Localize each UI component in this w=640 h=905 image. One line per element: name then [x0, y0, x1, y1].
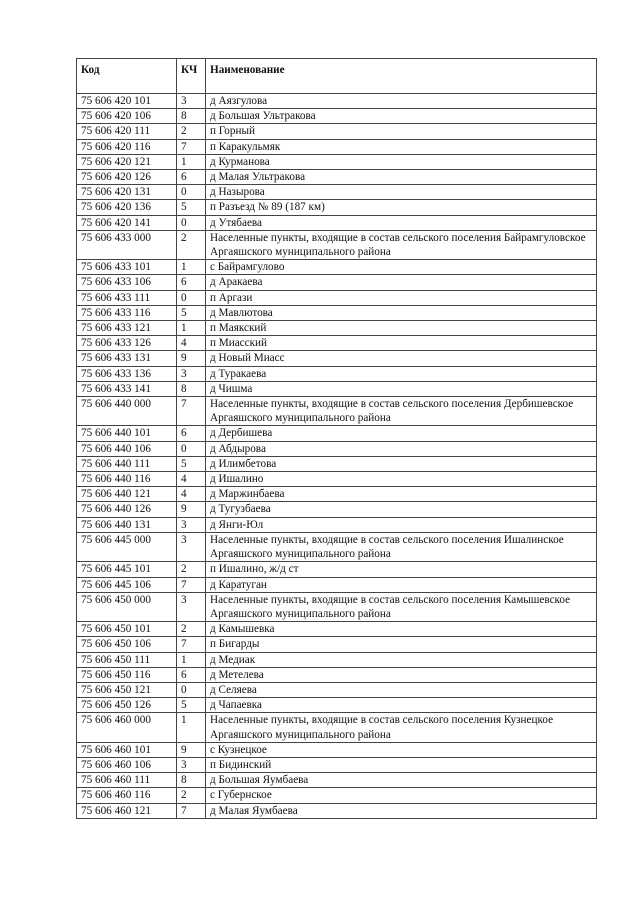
cell-code: 75 606 440 000 — [77, 397, 177, 426]
header-code: Код — [77, 59, 177, 94]
cell-kch: 0 — [177, 185, 206, 200]
cell-code: 75 606 450 126 — [77, 698, 177, 713]
cell-kch: 0 — [177, 682, 206, 697]
table-row — [77, 456, 597, 471]
cell-name: п Разъезд № 89 (187 км) — [206, 200, 597, 215]
cell-name: п Бигарды — [206, 637, 597, 652]
table-row — [77, 397, 597, 426]
cell-kch: 1 — [177, 652, 206, 667]
cell-kch: 2 — [177, 562, 206, 577]
table-header-row — [77, 59, 597, 94]
cell-kch: 8 — [177, 381, 206, 396]
cell-code: 75 606 433 101 — [77, 260, 177, 275]
cell-code: 75 606 420 106 — [77, 109, 177, 124]
cell-code: 75 606 420 126 — [77, 170, 177, 185]
cell-kch: 8 — [177, 109, 206, 124]
table-row — [77, 742, 597, 757]
cell-name: Населенные пункты, входящие в состав сельского поселения Кузнецкое Аргаяшского муниципального района — [206, 713, 597, 742]
cell-code: 75 606 433 131 — [77, 351, 177, 366]
cell-code: 75 606 420 131 — [77, 185, 177, 200]
cell-name: д Тугузбаева — [206, 502, 597, 517]
table-row — [77, 713, 597, 742]
cell-name: д Аязгулова — [206, 94, 597, 109]
cell-kch: 6 — [177, 667, 206, 682]
table-row — [77, 124, 597, 139]
cell-code: 75 606 420 141 — [77, 215, 177, 230]
cell-name: д Курманова — [206, 154, 597, 169]
table-row — [77, 305, 597, 320]
cell-name: с Губернское — [206, 788, 597, 803]
cell-kch: 6 — [177, 170, 206, 185]
cell-kch: 5 — [177, 698, 206, 713]
table-row — [77, 562, 597, 577]
cell-name: д Янги-Юл — [206, 517, 597, 532]
cell-name: д Большая Ультракова — [206, 109, 597, 124]
cell-name: с Байрамгулово — [206, 260, 597, 275]
cell-code: 75 606 420 121 — [77, 154, 177, 169]
table-body — [77, 94, 597, 819]
table-row — [77, 336, 597, 351]
cell-kch: 3 — [177, 94, 206, 109]
cell-code: 75 606 433 121 — [77, 321, 177, 336]
cell-name: п Аргази — [206, 290, 597, 305]
table-row — [77, 803, 597, 818]
cell-name: Населенные пункты, входящие в состав сельского поселения Байрамгуловское Аргаяшского муниципального района — [206, 230, 597, 259]
cell-kch: 5 — [177, 456, 206, 471]
cell-kch: 2 — [177, 622, 206, 637]
cell-code: 75 606 445 106 — [77, 577, 177, 592]
cell-code: 75 606 433 106 — [77, 275, 177, 290]
cell-kch: 0 — [177, 215, 206, 230]
cell-kch: 7 — [177, 577, 206, 592]
cell-name: п Миасский — [206, 336, 597, 351]
cell-name: д Камышевка — [206, 622, 597, 637]
cell-code: 75 606 450 106 — [77, 637, 177, 652]
cell-name: д Илимбетова — [206, 456, 597, 471]
table-row — [77, 426, 597, 441]
cell-code: 75 606 460 000 — [77, 713, 177, 742]
cell-kch: 8 — [177, 773, 206, 788]
cell-kch: 3 — [177, 366, 206, 381]
table-row — [77, 517, 597, 532]
table-row — [77, 682, 597, 697]
table-row — [77, 698, 597, 713]
cell-kch: 1 — [177, 154, 206, 169]
cell-code: 75 606 433 141 — [77, 381, 177, 396]
cell-code: 75 606 433 000 — [77, 230, 177, 259]
cell-code: 75 606 440 111 — [77, 456, 177, 471]
table-row — [77, 441, 597, 456]
table-row — [77, 185, 597, 200]
table-row — [77, 788, 597, 803]
cell-code: 75 606 460 106 — [77, 757, 177, 772]
table-row — [77, 757, 597, 772]
table-row — [77, 215, 597, 230]
cell-kch: 6 — [177, 275, 206, 290]
cell-kch: 4 — [177, 487, 206, 502]
cell-name: Населенные пункты, входящие в состав сельского поселения Ишалинское Аргаяшского муниципального района — [206, 532, 597, 561]
cell-kch: 2 — [177, 124, 206, 139]
table-row — [77, 94, 597, 109]
table-row — [77, 502, 597, 517]
cell-code: 75 606 420 101 — [77, 94, 177, 109]
header-kch: КЧ — [177, 59, 206, 94]
cell-code: 75 606 420 116 — [77, 139, 177, 154]
table-row — [77, 652, 597, 667]
cell-kch: 9 — [177, 502, 206, 517]
cell-code: 75 606 420 136 — [77, 200, 177, 215]
table-row — [77, 170, 597, 185]
cell-code: 75 606 433 111 — [77, 290, 177, 305]
cell-name: д Метелева — [206, 667, 597, 682]
cell-kch: 5 — [177, 200, 206, 215]
cell-name: д Малая Ультракова — [206, 170, 597, 185]
table-row — [77, 321, 597, 336]
cell-name: д Мавлютова — [206, 305, 597, 320]
cell-name: д Аракаева — [206, 275, 597, 290]
cell-name: д Новый Миасс — [206, 351, 597, 366]
table-row — [77, 260, 597, 275]
settlements-table — [76, 58, 597, 819]
table-row — [77, 366, 597, 381]
cell-name: д Каратуган — [206, 577, 597, 592]
cell-code: 75 606 440 131 — [77, 517, 177, 532]
table-row — [77, 154, 597, 169]
table-row — [77, 230, 597, 259]
cell-kch: 4 — [177, 336, 206, 351]
cell-name: д Ишалино — [206, 472, 597, 487]
cell-name: д Утябаева — [206, 215, 597, 230]
cell-code: 75 606 450 000 — [77, 592, 177, 621]
cell-name: д Дербишева — [206, 426, 597, 441]
cell-name: Населенные пункты, входящие в состав сельского поселения Камышевское Аргаяшского муниципального района — [206, 592, 597, 621]
cell-name: д Чапаевка — [206, 698, 597, 713]
table-row — [77, 290, 597, 305]
cell-name: д Медиак — [206, 652, 597, 667]
cell-kch: 1 — [177, 260, 206, 275]
cell-name: д Маржинбаева — [206, 487, 597, 502]
cell-code: 75 606 440 121 — [77, 487, 177, 502]
cell-code: 75 606 433 136 — [77, 366, 177, 381]
cell-kch: 9 — [177, 742, 206, 757]
cell-code: 75 606 445 000 — [77, 532, 177, 561]
cell-code: 75 606 460 121 — [77, 803, 177, 818]
cell-name: п Бидинский — [206, 757, 597, 772]
cell-code: 75 606 460 116 — [77, 788, 177, 803]
cell-name: п Каракульмяк — [206, 139, 597, 154]
cell-code: 75 606 440 126 — [77, 502, 177, 517]
cell-name: д Малая Яумбаева — [206, 803, 597, 818]
cell-name: д Большая Яумбаева — [206, 773, 597, 788]
cell-name: д Туракаева — [206, 366, 597, 381]
cell-kch: 2 — [177, 230, 206, 259]
table-row — [77, 275, 597, 290]
cell-kch: 7 — [177, 637, 206, 652]
table-row — [77, 487, 597, 502]
table-row — [77, 109, 597, 124]
cell-kch: 3 — [177, 517, 206, 532]
cell-name: д Чишма — [206, 381, 597, 396]
table-row — [77, 381, 597, 396]
table-row — [77, 622, 597, 637]
cell-code: 75 606 440 116 — [77, 472, 177, 487]
header-name: Наименование — [206, 59, 597, 94]
cell-code: 75 606 460 111 — [77, 773, 177, 788]
cell-code: 75 606 433 126 — [77, 336, 177, 351]
cell-kch: 3 — [177, 532, 206, 561]
cell-kch: 7 — [177, 803, 206, 818]
table-row — [77, 200, 597, 215]
cell-kch: 0 — [177, 290, 206, 305]
cell-kch: 5 — [177, 305, 206, 320]
cell-code: 75 606 433 116 — [77, 305, 177, 320]
cell-name: п Ишалино, ж/д ст — [206, 562, 597, 577]
cell-kch: 3 — [177, 592, 206, 621]
cell-kch: 4 — [177, 472, 206, 487]
cell-kch: 7 — [177, 139, 206, 154]
cell-code: 75 606 450 116 — [77, 667, 177, 682]
cell-name: п Горный — [206, 124, 597, 139]
table-row — [77, 667, 597, 682]
table-row — [77, 773, 597, 788]
cell-code: 75 606 450 121 — [77, 682, 177, 697]
cell-name: Населенные пункты, входящие в состав сельского поселения Дербишевское Аргаяшского муниципального района — [206, 397, 597, 426]
table-row — [77, 139, 597, 154]
cell-kch: 9 — [177, 351, 206, 366]
table-row — [77, 577, 597, 592]
cell-name: д Селяева — [206, 682, 597, 697]
document-page — [76, 58, 596, 819]
cell-code: 75 606 420 111 — [77, 124, 177, 139]
cell-kch: 1 — [177, 321, 206, 336]
table-row — [77, 472, 597, 487]
cell-name: п Маякский — [206, 321, 597, 336]
table-row — [77, 592, 597, 621]
cell-kch: 7 — [177, 397, 206, 426]
table-row — [77, 351, 597, 366]
cell-kch: 1 — [177, 713, 206, 742]
table-row — [77, 637, 597, 652]
cell-code: 75 606 450 101 — [77, 622, 177, 637]
table-row — [77, 532, 597, 561]
cell-code: 75 606 440 101 — [77, 426, 177, 441]
cell-name: с Кузнецкое — [206, 742, 597, 757]
cell-name: д Назырова — [206, 185, 597, 200]
cell-kch: 3 — [177, 757, 206, 772]
cell-kch: 6 — [177, 426, 206, 441]
cell-name: д Абдырова — [206, 441, 597, 456]
cell-code: 75 606 440 106 — [77, 441, 177, 456]
cell-code: 75 606 445 101 — [77, 562, 177, 577]
cell-kch: 0 — [177, 441, 206, 456]
cell-code: 75 606 450 111 — [77, 652, 177, 667]
cell-code: 75 606 460 101 — [77, 742, 177, 757]
cell-kch: 2 — [177, 788, 206, 803]
